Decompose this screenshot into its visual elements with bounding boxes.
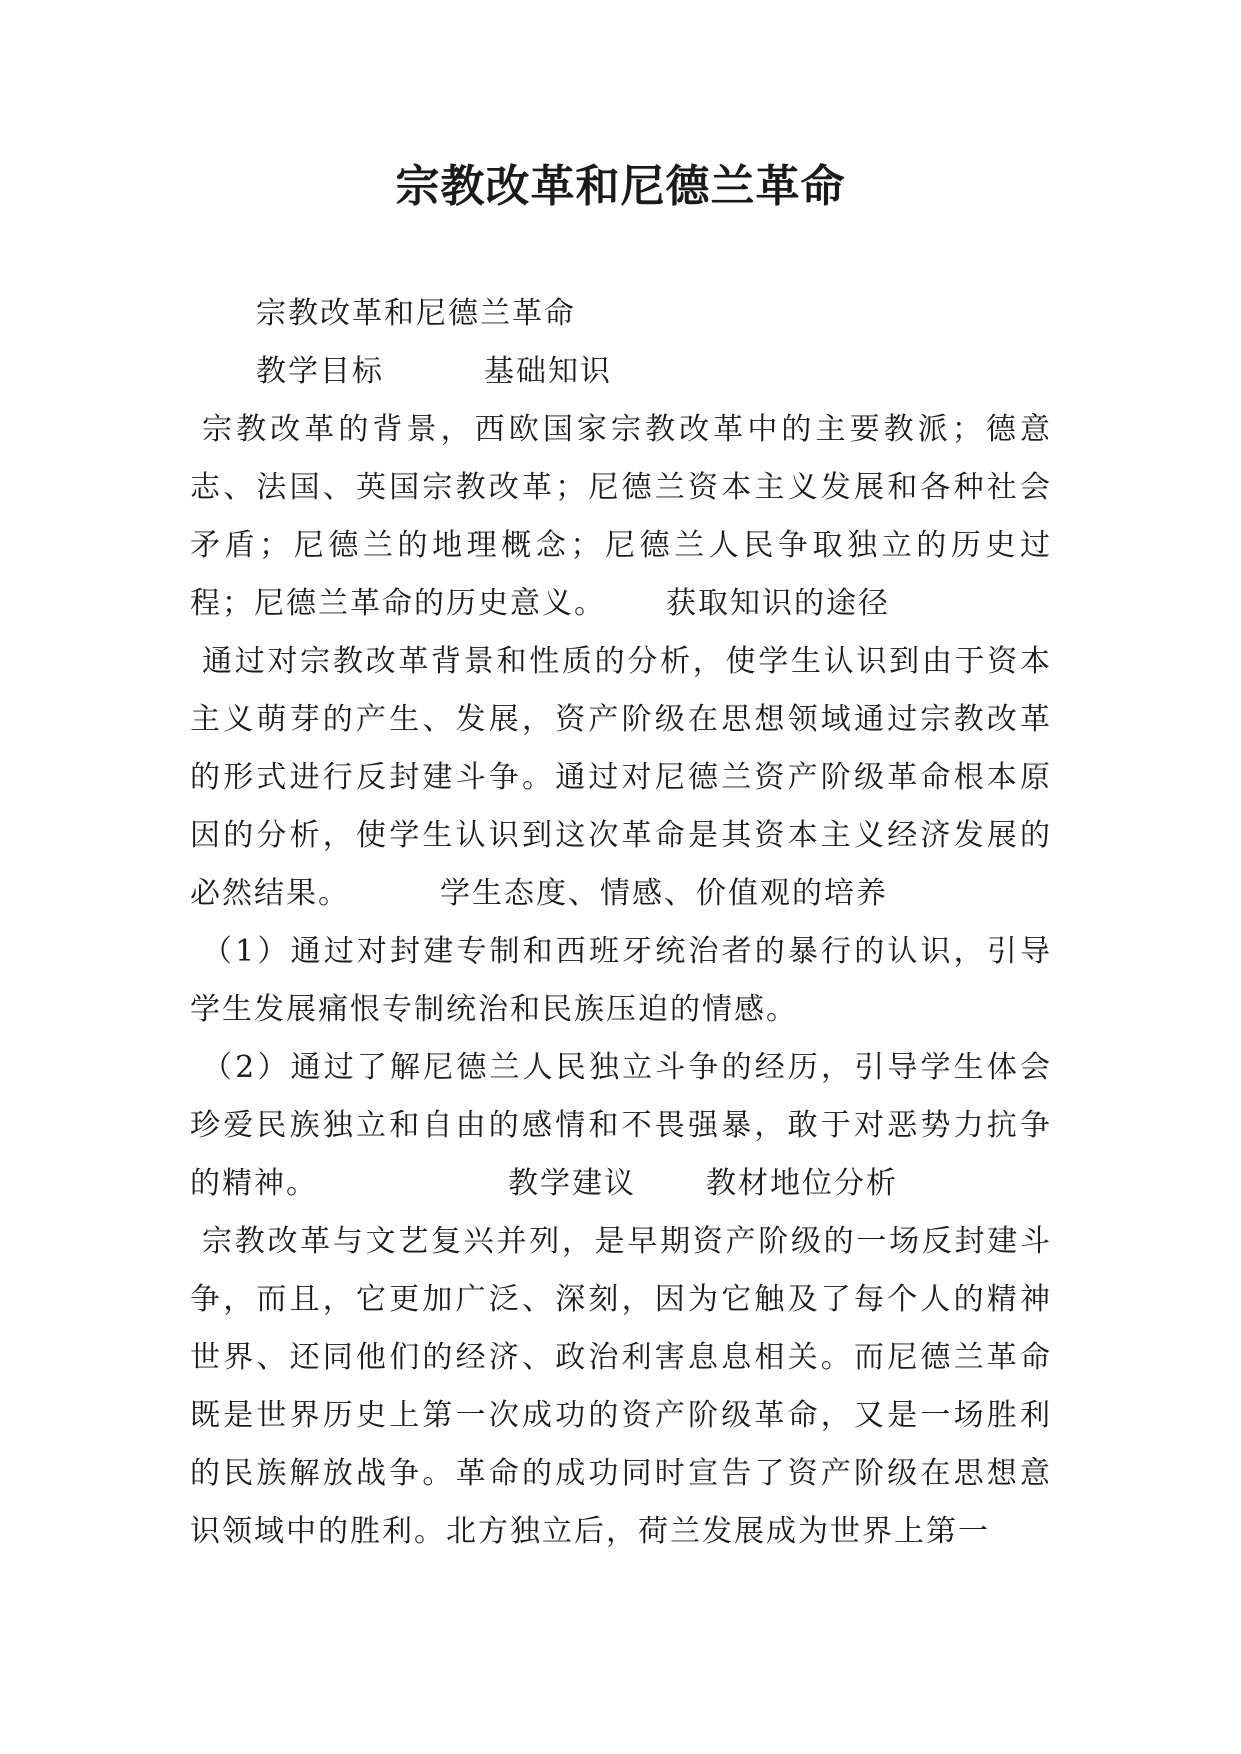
heading-attitude: 学生态度、情感、价值观的培养 [440, 876, 888, 911]
textbook-analysis-text: 宗教改革与文艺复兴并列，是早期资产阶级的一场反封建斗争，而且，它更加广泛、深刻，因为它触及了每个人的精神世界、还同他们的经济、政治利害息息相关。而尼德兰革命既是世界历史上第一次成功的资产阶级革命，又是一场胜利的民族解放战争。革命的成功同时宣告了资产阶级在思想意识领域中的胜利。北方独立后，荷兰发展成为世界上第一 [190, 1224, 1052, 1549]
item-2-text: （2）通过了解尼德兰人民独立斗争的经历，引导学生体会珍爱民族独立和自由的感情和不畏强暴，敢于对恶势力抗争的精神。 [190, 1050, 1052, 1201]
paragraph-basic-knowledge [190, 401, 1052, 633]
paragraph-item-2 [190, 1039, 1052, 1213]
paragraph-objectives [190, 343, 1052, 401]
subtitle-text: 宗教改革和尼德兰革命 [256, 296, 576, 331]
paragraph-textbook-analysis [190, 1213, 1052, 1561]
paragraph-knowledge-path [190, 633, 1052, 923]
basic-knowledge-text: 宗教改革的背景，西欧国家宗教改革中的主要教派；德意志、法国、英国宗教改革；尼德兰资本主义发展和各种社会矛盾；尼德兰的地理概念；尼德兰人民争取独立的历史过程；尼德兰革命的历史意义。 [190, 412, 1052, 621]
paragraph-item-1 [190, 923, 1052, 1039]
heading-teaching-goals: 教学目标 [256, 354, 384, 389]
heading-textbook-analysis: 教材地位分析 [706, 1166, 898, 1201]
heading-teaching-advice: 教学建议 [508, 1166, 636, 1201]
document-body [190, 285, 1052, 1561]
knowledge-path-text: 通过对宗教改革背景和性质的分析，使学生认识到由于资本主义萌芽的产生、发展，资产阶级在思想领域通过宗教改革的形式进行反封建斗争。通过对尼德兰资产阶级革命根本原因的分析，使学生认识到这次革命是其资本主义经济发展的必然结果。 [190, 644, 1052, 911]
heading-basic-knowledge: 基础知识 [484, 354, 612, 389]
heading-knowledge-path: 获取知识的途径 [666, 586, 890, 621]
document-title: 宗教改革和尼德兰革命 [395, 161, 846, 212]
paragraph-subtitle [190, 285, 1052, 343]
item-1-text: （1）通过对封建专制和西班牙统治者的暴行的认识，引导学生发展痛恨专制统治和民族压迫的情感。 [190, 934, 1052, 1027]
